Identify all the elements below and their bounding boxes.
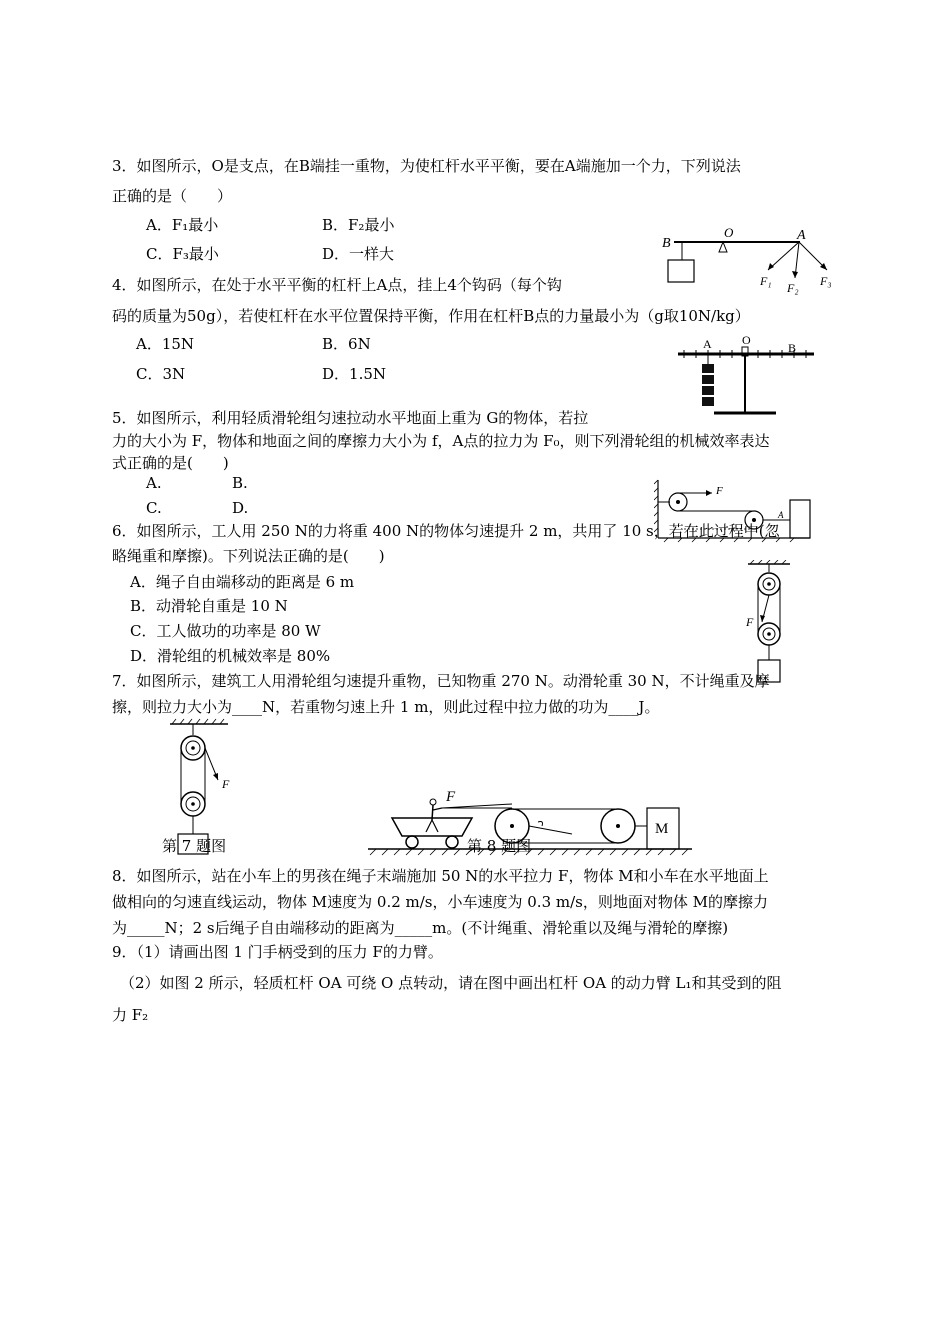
q3-label-b: B [662,236,671,251]
q3-option-c: C．F₃最小 [146,245,219,263]
q8-label-f: F [446,789,456,805]
q4-lever-figure [672,336,820,422]
q5-option-b: B. [232,474,248,492]
q3-label-a: A [797,228,806,243]
q5-line3: 式正确的是( ) [112,454,229,472]
q5-option-d: D. [232,499,249,517]
q6-pulley-figure [738,560,810,688]
q5-label-a: A [778,510,784,520]
q5-line1: 5．如图所示，利用轻质滑轮组匀速拉动水平地面上重为 G的物体，若拉 [112,409,589,427]
q3-line2: 正确的是（ ） [112,187,233,205]
q4-option-c: C．3N [136,365,186,383]
q5-option-c: C. [146,499,162,517]
q5-label-f: F [716,485,723,497]
q4-label-o: O [742,336,751,347]
q7-line1: 7．如图所示，建筑工人用滑轮组匀速提升重物，已知物重 270 N。动滑轮重 30 N，不计绳重及摩 [112,672,770,690]
q7-label-f: F [222,777,230,791]
q4-label-b: B [788,341,797,355]
q4-option-d: D．1.5N [322,365,387,383]
q6-option-d: D．滑轮组的机械效率是 80% [130,647,331,665]
q5-option-a: A. [146,474,162,492]
q5-pulley-figure [654,478,814,554]
q8-line1: 8．如图所示，站在小车上的男孩在绳子末端施加 50 N的水平拉力 F，物体 M和小车在水平地面上 [112,867,769,885]
q6-line2: 略绳重和摩擦)。下列说法正确的是( ) [112,547,385,565]
q4-label-a: A [703,337,712,351]
q3-label-f3: F₃ [820,274,832,288]
q3-label-o: O [724,225,734,240]
q4-option-a: A．15N [136,335,195,353]
q6-line1: 6．如图所示，工人用 250 N的力将重 400 N的物体匀速提升 2 m，共用了 10 s，若在此过程中(忽 [112,522,780,540]
q3-label-f1: F₁ [760,274,772,288]
q8-line2: 做相向的匀速直线运动，物体 M速度为 0.2 m/s，小车速度为 0.3 m/s，则地面对物体 M的摩擦力 [112,893,768,911]
q3-option-a: A．F₁最小 [146,216,219,234]
q8-caption: 第 8 题图 [467,837,532,855]
q6-option-b: B．动滑轮自重是 10 N [130,597,288,615]
q6-label-f: F [746,615,754,629]
q6-option-c: C．工人做功的功率是 80 W [130,622,321,640]
q6-option-a: A．绳子自由端移动的距离是 6 m [130,573,355,591]
q3-option-d: D．一样大 [322,245,395,263]
q3-line1: 3．如图所示，O是支点，在B端挂一重物，为使杠杆水平平衡，要在A端施加一个力，下列说法 [112,157,741,175]
q4-line2: 码的质量为50g），若使杠杆在水平位置保持平衡，作用在杠杆B点的力量最小为（g取10N/kg） [112,307,750,325]
q3-lever-figure [652,222,842,297]
q4-option-b: B．6N [322,335,371,353]
q3-label-f2: F₂ [787,281,799,295]
q5-line2: 力的大小为 F，物体和地面之间的摩擦力大小为 f，A点的拉力为 F₀，则下列滑轮组的机械效率表达 [112,432,770,450]
q9-line2: （2）如图 2 所示，轻质杠杆 OA 可绕 O 点转动，请在图中画出杠杆 OA 的动力臂 L₁和其受到的阻 [120,974,782,992]
q9-line1: 9．（1）请画出图 1 门手柄受到的压力 F的力臂。 [112,943,443,961]
q9-line3: 力 F₂ [112,1006,149,1024]
q7-caption: 第 7 题图 [162,837,227,855]
q8-label-m: M [655,821,669,837]
q7-line2: 擦，则拉力大小为____N，若重物匀速上升 1 m，则此过程中拉力做的功为____J。 [112,698,660,716]
q3-option-b: B．F₂最小 [322,216,395,234]
q8-line3: 为_____N；2 s后绳子自由端移动的距离为_____m。(不计绳重、滑轮重以及绳与滑轮的摩擦) [112,919,729,937]
q4-line1: 4．如图所示，在处于水平平衡的杠杆上A点，挂上4个钩码（每个钩 [112,276,562,294]
